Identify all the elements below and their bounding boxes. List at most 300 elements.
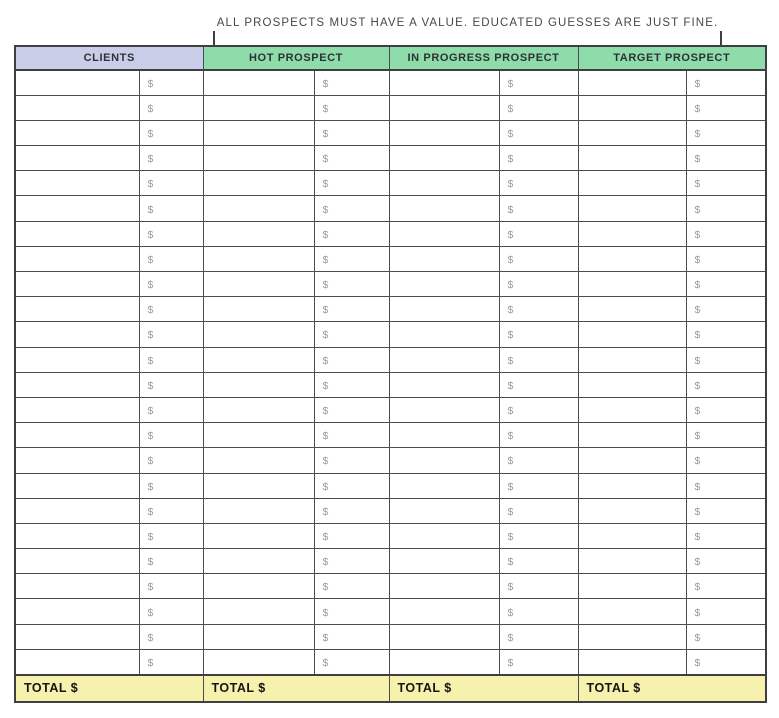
target_prospect-name-cell [578, 221, 686, 246]
currency-symbol: $ [147, 102, 154, 115]
table-row [15, 272, 766, 297]
currency-symbol: $ [322, 631, 329, 644]
currency-symbol: $ [322, 581, 329, 594]
currency-symbol: $ [694, 253, 701, 266]
currency-symbol: $ [694, 631, 701, 644]
in_progress_prospect-name-cell [389, 574, 499, 599]
hot_prospect-value-cell [314, 146, 389, 171]
hot_prospect-value-cell [314, 95, 389, 120]
in_progress_prospect-value-cell [499, 171, 578, 196]
in_progress_prospect-value-cell [499, 448, 578, 473]
in_progress_prospect-value-cell [499, 70, 578, 95]
in_progress_prospect-value-cell [499, 423, 578, 448]
currency-symbol: $ [322, 480, 329, 493]
clients-name-cell [15, 146, 139, 171]
currency-symbol: $ [694, 455, 701, 468]
in_progress_prospect-value-cell [499, 523, 578, 548]
currency-symbol: $ [147, 656, 154, 669]
currency-symbol: $ [147, 556, 154, 569]
currency-symbol: $ [507, 581, 514, 594]
currency-symbol: $ [147, 606, 154, 619]
clients-name-cell [15, 624, 139, 649]
currency-symbol: $ [507, 253, 514, 266]
hot_prospect-value-cell [314, 423, 389, 448]
total-cell-target_prospect: TOTAL $ [578, 675, 766, 702]
currency-symbol: $ [694, 304, 701, 317]
hot_prospect-name-cell [203, 574, 314, 599]
in_progress_prospect-name-cell [389, 146, 499, 171]
clients-name-cell [15, 423, 139, 448]
hot_prospect-name-cell [203, 70, 314, 95]
clients-value-cell [139, 272, 203, 297]
currency-symbol: $ [694, 430, 701, 443]
target_prospect-value-cell [686, 347, 766, 372]
clients-value-cell [139, 146, 203, 171]
in_progress_prospect-value-cell [499, 574, 578, 599]
clients-name-cell [15, 549, 139, 574]
table-row [15, 146, 766, 171]
currency-symbol: $ [147, 228, 154, 241]
currency-symbol: $ [322, 329, 329, 342]
currency-symbol: $ [322, 606, 329, 619]
hot_prospect-value-cell [314, 624, 389, 649]
currency-symbol: $ [507, 127, 514, 140]
clients-name-cell [15, 372, 139, 397]
target_prospect-name-cell [578, 549, 686, 574]
in_progress_prospect-name-cell [389, 599, 499, 624]
clients-value-cell [139, 196, 203, 221]
currency-symbol: $ [507, 405, 514, 418]
currency-symbol: $ [694, 153, 701, 166]
hot_prospect-value-cell [314, 70, 389, 95]
currency-symbol: $ [322, 102, 329, 115]
target_prospect-value-cell [686, 221, 766, 246]
target_prospect-value-cell [686, 574, 766, 599]
in_progress_prospect-name-cell [389, 649, 499, 674]
table-body [15, 70, 766, 675]
in_progress_prospect-name-cell [389, 523, 499, 548]
table-row [15, 624, 766, 649]
hot_prospect-value-cell [314, 549, 389, 574]
currency-symbol: $ [694, 379, 701, 392]
hot_prospect-value-cell [314, 649, 389, 674]
target_prospect-name-cell [578, 649, 686, 674]
target_prospect-name-cell [578, 448, 686, 473]
currency-symbol: $ [147, 153, 154, 166]
target_prospect-name-cell [578, 146, 686, 171]
in_progress_prospect-value-cell [499, 146, 578, 171]
hot_prospect-name-cell [203, 498, 314, 523]
in_progress_prospect-name-cell [389, 347, 499, 372]
target_prospect-value-cell [686, 297, 766, 322]
currency-symbol: $ [147, 203, 154, 216]
table-row [15, 246, 766, 271]
currency-symbol: $ [507, 606, 514, 619]
in_progress_prospect-value-cell [499, 246, 578, 271]
currency-symbol: $ [694, 656, 701, 669]
hot_prospect-name-cell [203, 297, 314, 322]
target_prospect-value-cell [686, 120, 766, 145]
table-row [15, 549, 766, 574]
clients-value-cell [139, 549, 203, 574]
target_prospect-name-cell [578, 246, 686, 271]
in_progress_prospect-value-cell [499, 196, 578, 221]
currency-symbol: $ [507, 656, 514, 669]
table-total-row [15, 675, 766, 702]
currency-symbol: $ [322, 430, 329, 443]
currency-symbol: $ [147, 354, 154, 367]
target_prospect-name-cell [578, 397, 686, 422]
currency-symbol: $ [147, 329, 154, 342]
in_progress_prospect-name-cell [389, 120, 499, 145]
in_progress_prospect-value-cell [499, 221, 578, 246]
target_prospect-name-cell [578, 120, 686, 145]
target_prospect-name-cell [578, 423, 686, 448]
in_progress_prospect-name-cell [389, 171, 499, 196]
in_progress_prospect-value-cell [499, 599, 578, 624]
clients-name-cell [15, 272, 139, 297]
in_progress_prospect-name-cell [389, 624, 499, 649]
currency-symbol: $ [694, 127, 701, 140]
currency-symbol: $ [694, 405, 701, 418]
currency-symbol: $ [694, 228, 701, 241]
currency-symbol: $ [507, 203, 514, 216]
table-row [15, 649, 766, 674]
in_progress_prospect-name-cell [389, 297, 499, 322]
clients-value-cell [139, 523, 203, 548]
hot_prospect-value-cell [314, 448, 389, 473]
currency-symbol: $ [507, 102, 514, 115]
hot_prospect-value-cell [314, 322, 389, 347]
currency-symbol: $ [694, 581, 701, 594]
hot_prospect-name-cell [203, 624, 314, 649]
target_prospect-name-cell [578, 599, 686, 624]
clients-value-cell [139, 397, 203, 422]
in_progress_prospect-name-cell [389, 473, 499, 498]
currency-symbol: $ [147, 480, 154, 493]
currency-symbol: $ [507, 455, 514, 468]
target_prospect-value-cell [686, 171, 766, 196]
table-row [15, 120, 766, 145]
hot_prospect-name-cell [203, 649, 314, 674]
hot_prospect-name-cell [203, 448, 314, 473]
target_prospect-name-cell [578, 574, 686, 599]
target_prospect-name-cell [578, 624, 686, 649]
target_prospect-value-cell [686, 448, 766, 473]
clients-value-cell [139, 599, 203, 624]
currency-symbol: $ [322, 153, 329, 166]
in_progress_prospect-value-cell [499, 397, 578, 422]
clients-value-cell [139, 574, 203, 599]
table-row [15, 322, 766, 347]
target_prospect-name-cell [578, 498, 686, 523]
currency-symbol: $ [694, 556, 701, 569]
hot_prospect-value-cell [314, 523, 389, 548]
table-row [15, 523, 766, 548]
in_progress_prospect-name-cell [389, 272, 499, 297]
in_progress_prospect-value-cell [499, 498, 578, 523]
currency-symbol: $ [322, 530, 329, 543]
hot_prospect-name-cell [203, 171, 314, 196]
currency-symbol: $ [322, 253, 329, 266]
in_progress_prospect-value-cell [499, 372, 578, 397]
column-header-clients: CLIENTS [15, 46, 203, 70]
hot_prospect-value-cell [314, 347, 389, 372]
currency-symbol: $ [507, 77, 514, 90]
currency-symbol: $ [147, 127, 154, 140]
currency-symbol: $ [694, 606, 701, 619]
currency-symbol: $ [507, 631, 514, 644]
target_prospect-name-cell [578, 347, 686, 372]
clients-value-cell [139, 473, 203, 498]
target_prospect-value-cell [686, 146, 766, 171]
clients-name-cell [15, 448, 139, 473]
total-cell-in_progress_prospect: TOTAL $ [389, 675, 578, 702]
clients-value-cell [139, 322, 203, 347]
hot_prospect-name-cell [203, 523, 314, 548]
currency-symbol: $ [322, 354, 329, 367]
target_prospect-value-cell [686, 523, 766, 548]
hot_prospect-value-cell [314, 297, 389, 322]
clients-name-cell [15, 196, 139, 221]
table-row [15, 574, 766, 599]
currency-symbol: $ [322, 228, 329, 241]
hot_prospect-name-cell [203, 599, 314, 624]
currency-symbol: $ [322, 279, 329, 292]
currency-symbol: $ [694, 530, 701, 543]
clients-name-cell [15, 322, 139, 347]
currency-symbol: $ [322, 127, 329, 140]
in_progress_prospect-name-cell [389, 246, 499, 271]
clients-value-cell [139, 297, 203, 322]
hot_prospect-value-cell [314, 221, 389, 246]
clients-name-cell [15, 649, 139, 674]
currency-symbol: $ [507, 379, 514, 392]
clients-value-cell [139, 448, 203, 473]
in_progress_prospect-name-cell [389, 95, 499, 120]
table-header-row [15, 46, 766, 70]
clients-value-cell [139, 423, 203, 448]
currency-symbol: $ [507, 228, 514, 241]
target_prospect-name-cell [578, 70, 686, 95]
currency-symbol: $ [322, 178, 329, 191]
in_progress_prospect-name-cell [389, 372, 499, 397]
currency-symbol: $ [507, 530, 514, 543]
currency-symbol: $ [694, 279, 701, 292]
hot_prospect-name-cell [203, 347, 314, 372]
currency-symbol: $ [147, 505, 154, 518]
table-row [15, 397, 766, 422]
currency-symbol: $ [507, 556, 514, 569]
hot_prospect-value-cell [314, 473, 389, 498]
table-row [15, 599, 766, 624]
hot_prospect-name-cell [203, 120, 314, 145]
hot_prospect-name-cell [203, 322, 314, 347]
clients-value-cell [139, 171, 203, 196]
currency-symbol: $ [322, 304, 329, 317]
currency-symbol: $ [507, 480, 514, 493]
currency-symbol: $ [147, 253, 154, 266]
table-row [15, 473, 766, 498]
clients-value-cell [139, 498, 203, 523]
target_prospect-name-cell [578, 272, 686, 297]
in_progress_prospect-name-cell [389, 397, 499, 422]
clients-name-cell [15, 246, 139, 271]
hot_prospect-name-cell [203, 196, 314, 221]
hot_prospect-value-cell [314, 574, 389, 599]
currency-symbol: $ [694, 354, 701, 367]
currency-symbol: $ [507, 279, 514, 292]
table-row [15, 221, 766, 246]
target_prospect-value-cell [686, 649, 766, 674]
clients-value-cell [139, 246, 203, 271]
table-row [15, 347, 766, 372]
currency-symbol: $ [694, 505, 701, 518]
in_progress_prospect-value-cell [499, 549, 578, 574]
target_prospect-value-cell [686, 95, 766, 120]
hot_prospect-value-cell [314, 196, 389, 221]
currency-symbol: $ [694, 77, 701, 90]
target_prospect-name-cell [578, 523, 686, 548]
target_prospect-value-cell [686, 423, 766, 448]
in_progress_prospect-name-cell [389, 423, 499, 448]
clients-value-cell [139, 649, 203, 674]
currency-symbol: $ [147, 455, 154, 468]
currency-symbol: $ [322, 405, 329, 418]
in_progress_prospect-name-cell [389, 498, 499, 523]
in_progress_prospect-name-cell [389, 221, 499, 246]
column-header-in_progress_prospect: IN PROGRESS PROSPECT [389, 46, 578, 70]
currency-symbol: $ [694, 329, 701, 342]
table-row [15, 423, 766, 448]
target_prospect-value-cell [686, 70, 766, 95]
column-header-hot_prospect: HOT PROSPECT [203, 46, 389, 70]
currency-symbol: $ [147, 77, 154, 90]
hot_prospect-name-cell [203, 423, 314, 448]
target_prospect-value-cell [686, 246, 766, 271]
currency-symbol: $ [147, 279, 154, 292]
clients-value-cell [139, 95, 203, 120]
currency-symbol: $ [694, 480, 701, 493]
in_progress_prospect-value-cell [499, 95, 578, 120]
clients-name-cell [15, 523, 139, 548]
hot_prospect-value-cell [314, 498, 389, 523]
currency-symbol: $ [694, 203, 701, 216]
clients-name-cell [15, 297, 139, 322]
target_prospect-name-cell [578, 171, 686, 196]
target_prospect-value-cell [686, 498, 766, 523]
currency-symbol: $ [147, 304, 154, 317]
currency-symbol: $ [147, 581, 154, 594]
target_prospect-name-cell [578, 322, 686, 347]
table-row [15, 196, 766, 221]
clients-name-cell [15, 221, 139, 246]
target_prospect-name-cell [578, 372, 686, 397]
hot_prospect-name-cell [203, 397, 314, 422]
target_prospect-value-cell [686, 322, 766, 347]
table-row [15, 448, 766, 473]
hot_prospect-value-cell [314, 272, 389, 297]
in_progress_prospect-value-cell [499, 272, 578, 297]
target_prospect-value-cell [686, 624, 766, 649]
in_progress_prospect-value-cell [499, 624, 578, 649]
currency-symbol: $ [507, 178, 514, 191]
clients-name-cell [15, 498, 139, 523]
table-row [15, 171, 766, 196]
currency-symbol: $ [322, 379, 329, 392]
clients-name-cell [15, 171, 139, 196]
clients-value-cell [139, 624, 203, 649]
clients-value-cell [139, 221, 203, 246]
target_prospect-value-cell [686, 473, 766, 498]
total-cell-hot_prospect: TOTAL $ [203, 675, 389, 702]
clients-value-cell [139, 372, 203, 397]
target_prospect-value-cell [686, 397, 766, 422]
currency-symbol: $ [322, 505, 329, 518]
clients-name-cell [15, 473, 139, 498]
target_prospect-value-cell [686, 549, 766, 574]
currency-symbol: $ [507, 354, 514, 367]
column-header-target_prospect: TARGET PROSPECT [578, 46, 766, 70]
hot_prospect-name-cell [203, 372, 314, 397]
currency-symbol: $ [322, 455, 329, 468]
prospect-tracking-table [14, 45, 767, 703]
currency-symbol: $ [147, 631, 154, 644]
target_prospect-name-cell [578, 297, 686, 322]
in_progress_prospect-name-cell [389, 196, 499, 221]
currency-symbol: $ [322, 656, 329, 669]
hot_prospect-value-cell [314, 120, 389, 145]
target_prospect-value-cell [686, 599, 766, 624]
hot_prospect-value-cell [314, 372, 389, 397]
currency-symbol: $ [147, 405, 154, 418]
target_prospect-value-cell [686, 196, 766, 221]
currency-symbol: $ [507, 505, 514, 518]
in_progress_prospect-name-cell [389, 549, 499, 574]
currency-symbol: $ [322, 77, 329, 90]
prospect-note-text: ALL PROSPECTS MUST HAVE A VALUE. EDUCATED GUESSES ARE JUST FINE. [201, 15, 735, 31]
hot_prospect-name-cell [203, 246, 314, 271]
currency-symbol: $ [507, 430, 514, 443]
target_prospect-name-cell [578, 473, 686, 498]
currency-symbol: $ [322, 556, 329, 569]
currency-symbol: $ [147, 530, 154, 543]
clients-value-cell [139, 120, 203, 145]
currency-symbol: $ [694, 178, 701, 191]
currency-symbol: $ [507, 153, 514, 166]
currency-symbol: $ [694, 102, 701, 115]
clients-name-cell [15, 397, 139, 422]
target_prospect-value-cell [686, 272, 766, 297]
currency-symbol: $ [322, 203, 329, 216]
hot_prospect-value-cell [314, 397, 389, 422]
currency-symbol: $ [507, 304, 514, 317]
in_progress_prospect-value-cell [499, 120, 578, 145]
currency-symbol: $ [507, 329, 514, 342]
in_progress_prospect-name-cell [389, 322, 499, 347]
clients-name-cell [15, 95, 139, 120]
in_progress_prospect-value-cell [499, 649, 578, 674]
in_progress_prospect-value-cell [499, 347, 578, 372]
table-row [15, 70, 766, 95]
in_progress_prospect-name-cell [389, 70, 499, 95]
total-cell-clients: TOTAL $ [15, 675, 203, 702]
hot_prospect-value-cell [314, 599, 389, 624]
in_progress_prospect-value-cell [499, 473, 578, 498]
clients-name-cell [15, 574, 139, 599]
currency-symbol: $ [147, 178, 154, 191]
table-row [15, 498, 766, 523]
